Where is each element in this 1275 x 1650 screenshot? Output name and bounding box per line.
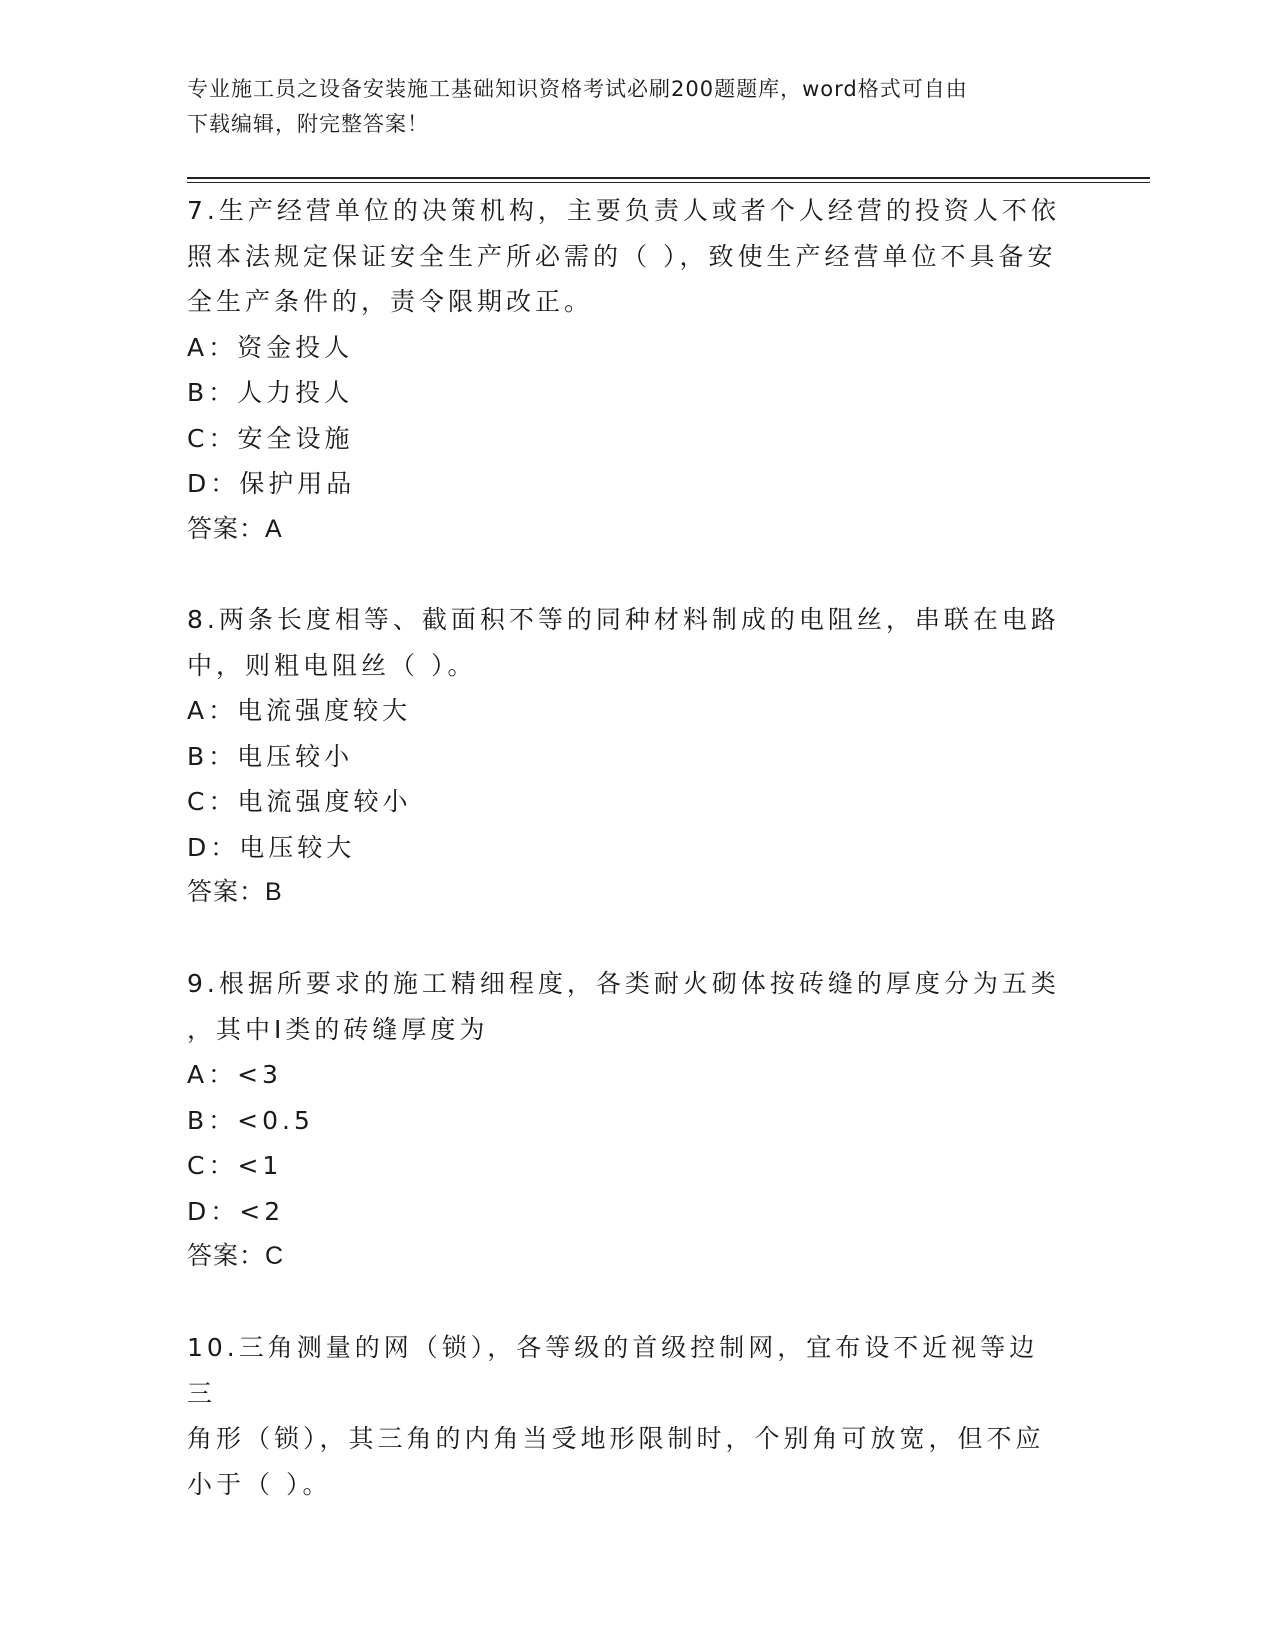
option-b: B：<0.5 — [187, 1105, 314, 1135]
option-d: D：保护用品 — [187, 469, 356, 498]
question-stem-line: 9.根据所要求的施工精细程度，各类耐火砌体按砖缝的厚度分为五类 — [187, 969, 1060, 998]
answer-label: 答案：A — [187, 514, 283, 543]
question-stem-line: 8.两条长度相等、截面积不等的同种材料制成的电阻丝，串联在电路 — [187, 605, 1060, 634]
option-b: B：电压较小 — [187, 741, 354, 771]
option-a: A：电流强度较大 — [187, 696, 412, 725]
option-b: B：人力投人 — [187, 378, 354, 407]
header-rule-thick — [187, 177, 1150, 179]
answer-label: 答案：C — [187, 1242, 285, 1270]
header-line-2: 下载编辑，附完整答案！ — [187, 112, 429, 136]
question-8 — [187, 597, 1067, 916]
question-stem-line: 全生产条件的，责令限期改正。 — [187, 287, 594, 316]
option-c: C：<1 — [187, 1151, 283, 1180]
header-line-1: 专业施工员之设备安装施工基础知识资格考试必刷200题题库，word格式可自由 — [187, 77, 968, 101]
answer-label: 答案：B — [187, 878, 283, 906]
question-9 — [187, 961, 1067, 1280]
option-d: D：电压较大 — [187, 832, 356, 862]
question-stem-line: 照本法规定保证安全生产所必需的（ ），致使生产经营单位不具备安 — [187, 241, 1057, 271]
option-a: A：<3 — [187, 1060, 282, 1089]
question-stem-line: 角形（锁），其三角的内角当受地形限制时，个别角可放宽，但不应 — [187, 1424, 1045, 1453]
question-10 — [187, 1325, 1067, 1507]
question-7 — [187, 188, 1067, 552]
option-a: A：资金投人 — [187, 332, 354, 362]
option-c: C：安全设施 — [187, 423, 354, 453]
question-stem-line: 7.生产经营单位的决策机构，主要负责人或者个人经营的投资人不依 — [187, 196, 1060, 225]
header-rule-thin — [187, 182, 1150, 183]
question-stem-line: 中，则粗电阻丝（ ）。 — [187, 650, 477, 680]
question-stem-line: 10.三角测量的网（锁），各等级的首级控制网，宜布设不近视等边三 — [187, 1333, 1039, 1408]
question-stem-line: ，其中Ⅰ类的砖缝厚度为 — [187, 1014, 489, 1044]
document-header — [187, 72, 1067, 142]
option-c: C：电流强度较小 — [187, 787, 412, 816]
question-stem-line: 小于（ ）。 — [187, 1469, 332, 1499]
option-d: D：<2 — [187, 1196, 285, 1226]
